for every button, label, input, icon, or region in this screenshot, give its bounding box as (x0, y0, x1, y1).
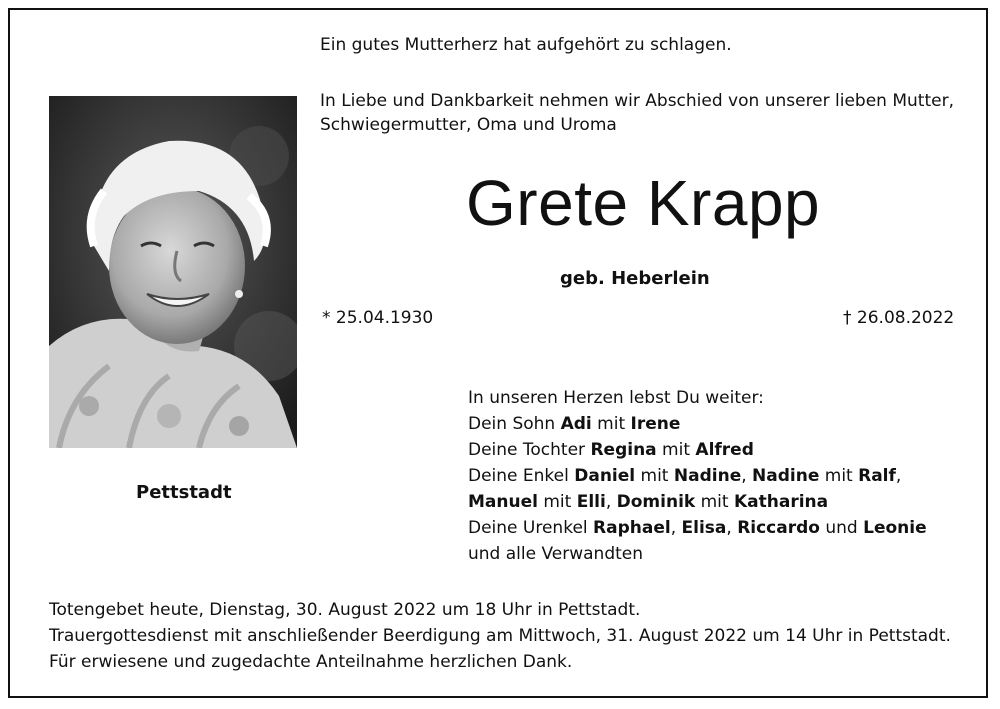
connector-text: , (741, 466, 753, 486)
hometown: Pettstadt (136, 482, 232, 503)
portrait-photo-illustration (49, 96, 297, 448)
relation-text: Deine Urenkel (468, 518, 594, 538)
family-name: Dominik (616, 492, 696, 512)
connector-text: mit (656, 440, 696, 460)
connector-text: mit (819, 466, 859, 486)
family-name: Adi (560, 414, 592, 434)
connector-text: , (895, 466, 902, 486)
family-name: Regina (590, 440, 657, 460)
relation-text: Dein Sohn (468, 414, 561, 434)
service-line-1: Totengebet heute, Dienstag, 30. August 2022 um 18 Uhr in Pettstadt. (49, 600, 641, 620)
relation-text: Deine Enkel (468, 466, 575, 486)
service-info (49, 597, 951, 675)
family-name: Riccardo (737, 518, 820, 538)
intro-line-2: In Liebe und Dankbarkeit nehmen wir Abschied von unserer lieben Mutter, (320, 91, 954, 111)
survivors-row-grandchildren-cont (468, 489, 927, 515)
service-line-3: Für erwiesene und zugedachte Anteilnahme herzlichen Dank. (49, 652, 573, 672)
connector-text: mit (695, 492, 734, 512)
family-name: Leonie (863, 518, 927, 538)
survivors-row-son (468, 411, 927, 437)
survivors-row-relatives: und alle Verwandten (468, 544, 644, 564)
survivors-heading: In unseren Herzen lebst Du weiter: (468, 388, 764, 408)
connector-text: mit (591, 414, 631, 434)
family-name: Nadine (752, 466, 820, 486)
family-name: Elli (576, 492, 606, 512)
connector-text: , (670, 518, 682, 538)
death-date: † 26.08.2022 (843, 308, 955, 328)
intro-line-1: Ein gutes Mutterherz hat aufgehört zu schlagen. (320, 35, 732, 55)
family-name: Katharina (733, 492, 829, 512)
family-name: Ralf (858, 466, 896, 486)
connector-text: mit (635, 466, 674, 486)
survivors-list (468, 385, 927, 567)
survivors-row-grandchildren (468, 463, 927, 489)
connector-text: und (819, 518, 864, 538)
family-name: Raphael (593, 518, 671, 538)
family-name: Irene (630, 414, 681, 434)
family-name: Elisa (681, 518, 727, 538)
family-name: Daniel (574, 466, 636, 486)
survivors-row-daughter (468, 437, 927, 463)
survivors-row-great-grandchildren (468, 515, 927, 541)
deceased-name: Grete Krapp (466, 167, 821, 239)
connector-text: , (605, 492, 617, 512)
family-name: Nadine (673, 466, 742, 486)
birth-name: geb. Heberlein (560, 268, 710, 289)
intro-line-3: Schwiegermutter, Oma und Uroma (320, 115, 617, 135)
connector-text: mit (537, 492, 577, 512)
relation-text: Deine Tochter (468, 440, 591, 460)
portrait-photo (49, 96, 297, 448)
birth-date: * 25.04.1930 (322, 308, 434, 328)
connector-text: , (726, 518, 738, 538)
service-line-2: Trauergottesdienst mit anschließender Beerdigung am Mittwoch, 31. August 2022 um 14 Uhr in Pettstadt. (49, 626, 951, 646)
family-name: Manuel (468, 492, 538, 512)
family-name: Alfred (695, 440, 754, 460)
